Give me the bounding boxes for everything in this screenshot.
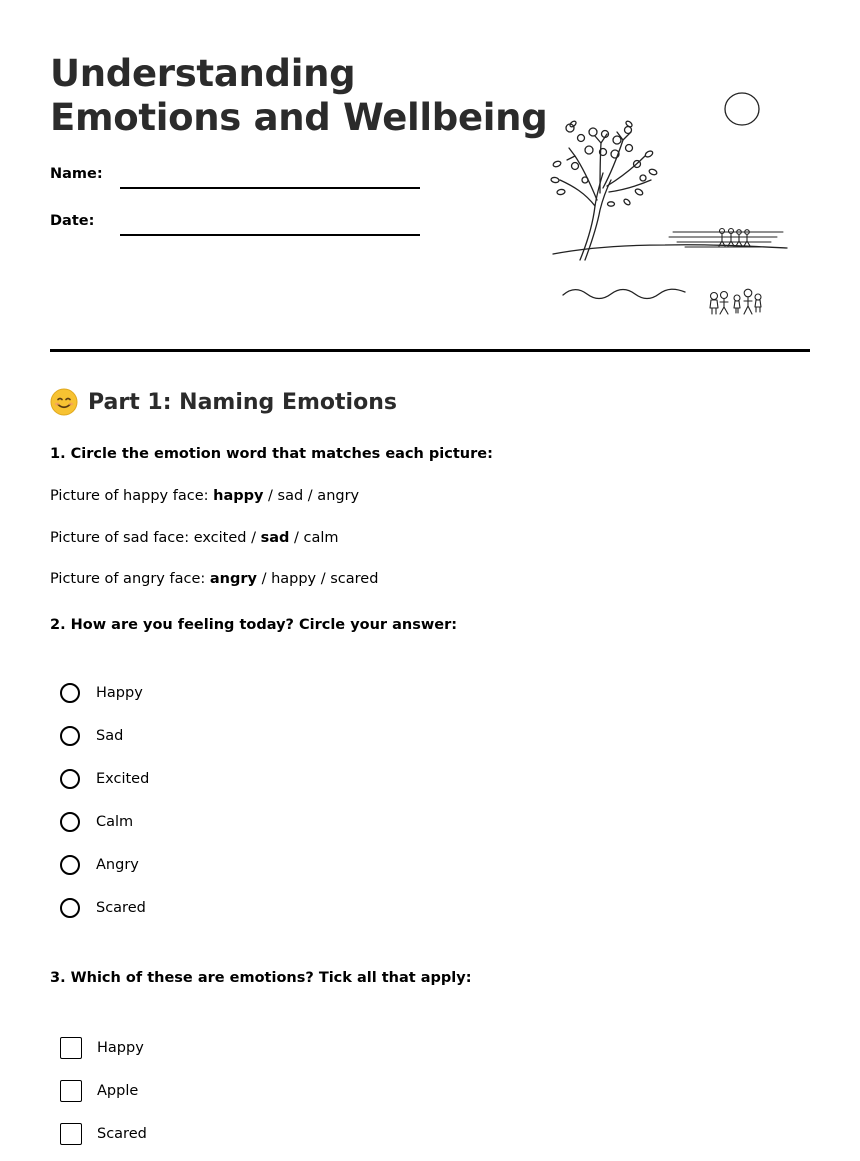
radio-option[interactable] xyxy=(60,681,143,705)
checkbox[interactable] xyxy=(60,1123,82,1145)
section-title xyxy=(50,388,397,416)
date-field[interactable] xyxy=(120,234,420,236)
q1-answer-happy: happy xyxy=(213,488,264,504)
date-label: Date: xyxy=(50,213,95,229)
q1-answer-angry: angry xyxy=(209,571,257,587)
checkbox[interactable] xyxy=(60,1080,82,1102)
radio-circle[interactable] xyxy=(60,855,80,875)
radio-circle[interactable] xyxy=(60,683,80,703)
option-label: Scared xyxy=(96,900,146,916)
radio-circle[interactable] xyxy=(60,898,80,918)
smiling-face-icon xyxy=(50,388,78,416)
section-title-text: Part 1: Naming Emotions xyxy=(88,389,397,415)
q1-answer-sad: sad xyxy=(260,530,290,546)
name-field[interactable] xyxy=(120,187,420,189)
title-line-1: Understanding xyxy=(50,52,356,95)
page-title xyxy=(50,52,547,140)
option-label: Scared xyxy=(97,1126,147,1142)
q1-line-sad: Picture of sad face: excited / sad / calm xyxy=(50,530,339,546)
radio-circle[interactable] xyxy=(60,726,80,746)
option-label: Sad xyxy=(96,728,124,744)
radio-circle[interactable] xyxy=(60,769,80,789)
question-2: 2. How are you feeling today? Circle your answer: xyxy=(50,617,458,633)
radio-circle[interactable] xyxy=(60,812,80,832)
option-label: Excited xyxy=(96,771,150,787)
q1-line-angry: Picture of angry face: angry / happy / scared xyxy=(50,571,379,587)
radio-option[interactable] xyxy=(60,724,123,748)
checkbox-option[interactable] xyxy=(60,1079,138,1103)
option-label: Angry xyxy=(96,857,139,873)
option-label: Happy xyxy=(96,685,143,701)
option-label: Happy xyxy=(97,1040,144,1056)
sun-icon xyxy=(725,93,759,125)
checkbox-option[interactable] xyxy=(60,1036,144,1060)
title-line-2: Emotions and Wellbeing xyxy=(50,96,548,139)
radio-option[interactable] xyxy=(60,767,149,791)
checkbox-option[interactable] xyxy=(60,1122,147,1146)
checkbox[interactable] xyxy=(60,1037,82,1059)
landscape-sketch-icon xyxy=(545,88,795,320)
name-label: Name: xyxy=(50,166,103,182)
option-label: Apple xyxy=(97,1083,139,1099)
radio-option[interactable] xyxy=(60,896,146,920)
option-label: Calm xyxy=(96,814,134,830)
wave-line xyxy=(563,289,685,298)
q1-line-happy: Picture of happy face: happy / sad / angry xyxy=(50,488,360,504)
question-1: 1. Circle the emotion word that matches each picture: xyxy=(50,446,493,462)
question-3: 3. Which of these are emotions? Tick all that apply: xyxy=(50,970,472,986)
tree-icon xyxy=(551,120,658,260)
section-divider xyxy=(50,349,810,352)
radio-option[interactable] xyxy=(60,853,139,877)
radio-option[interactable] xyxy=(60,810,133,834)
family-icon xyxy=(710,289,761,314)
